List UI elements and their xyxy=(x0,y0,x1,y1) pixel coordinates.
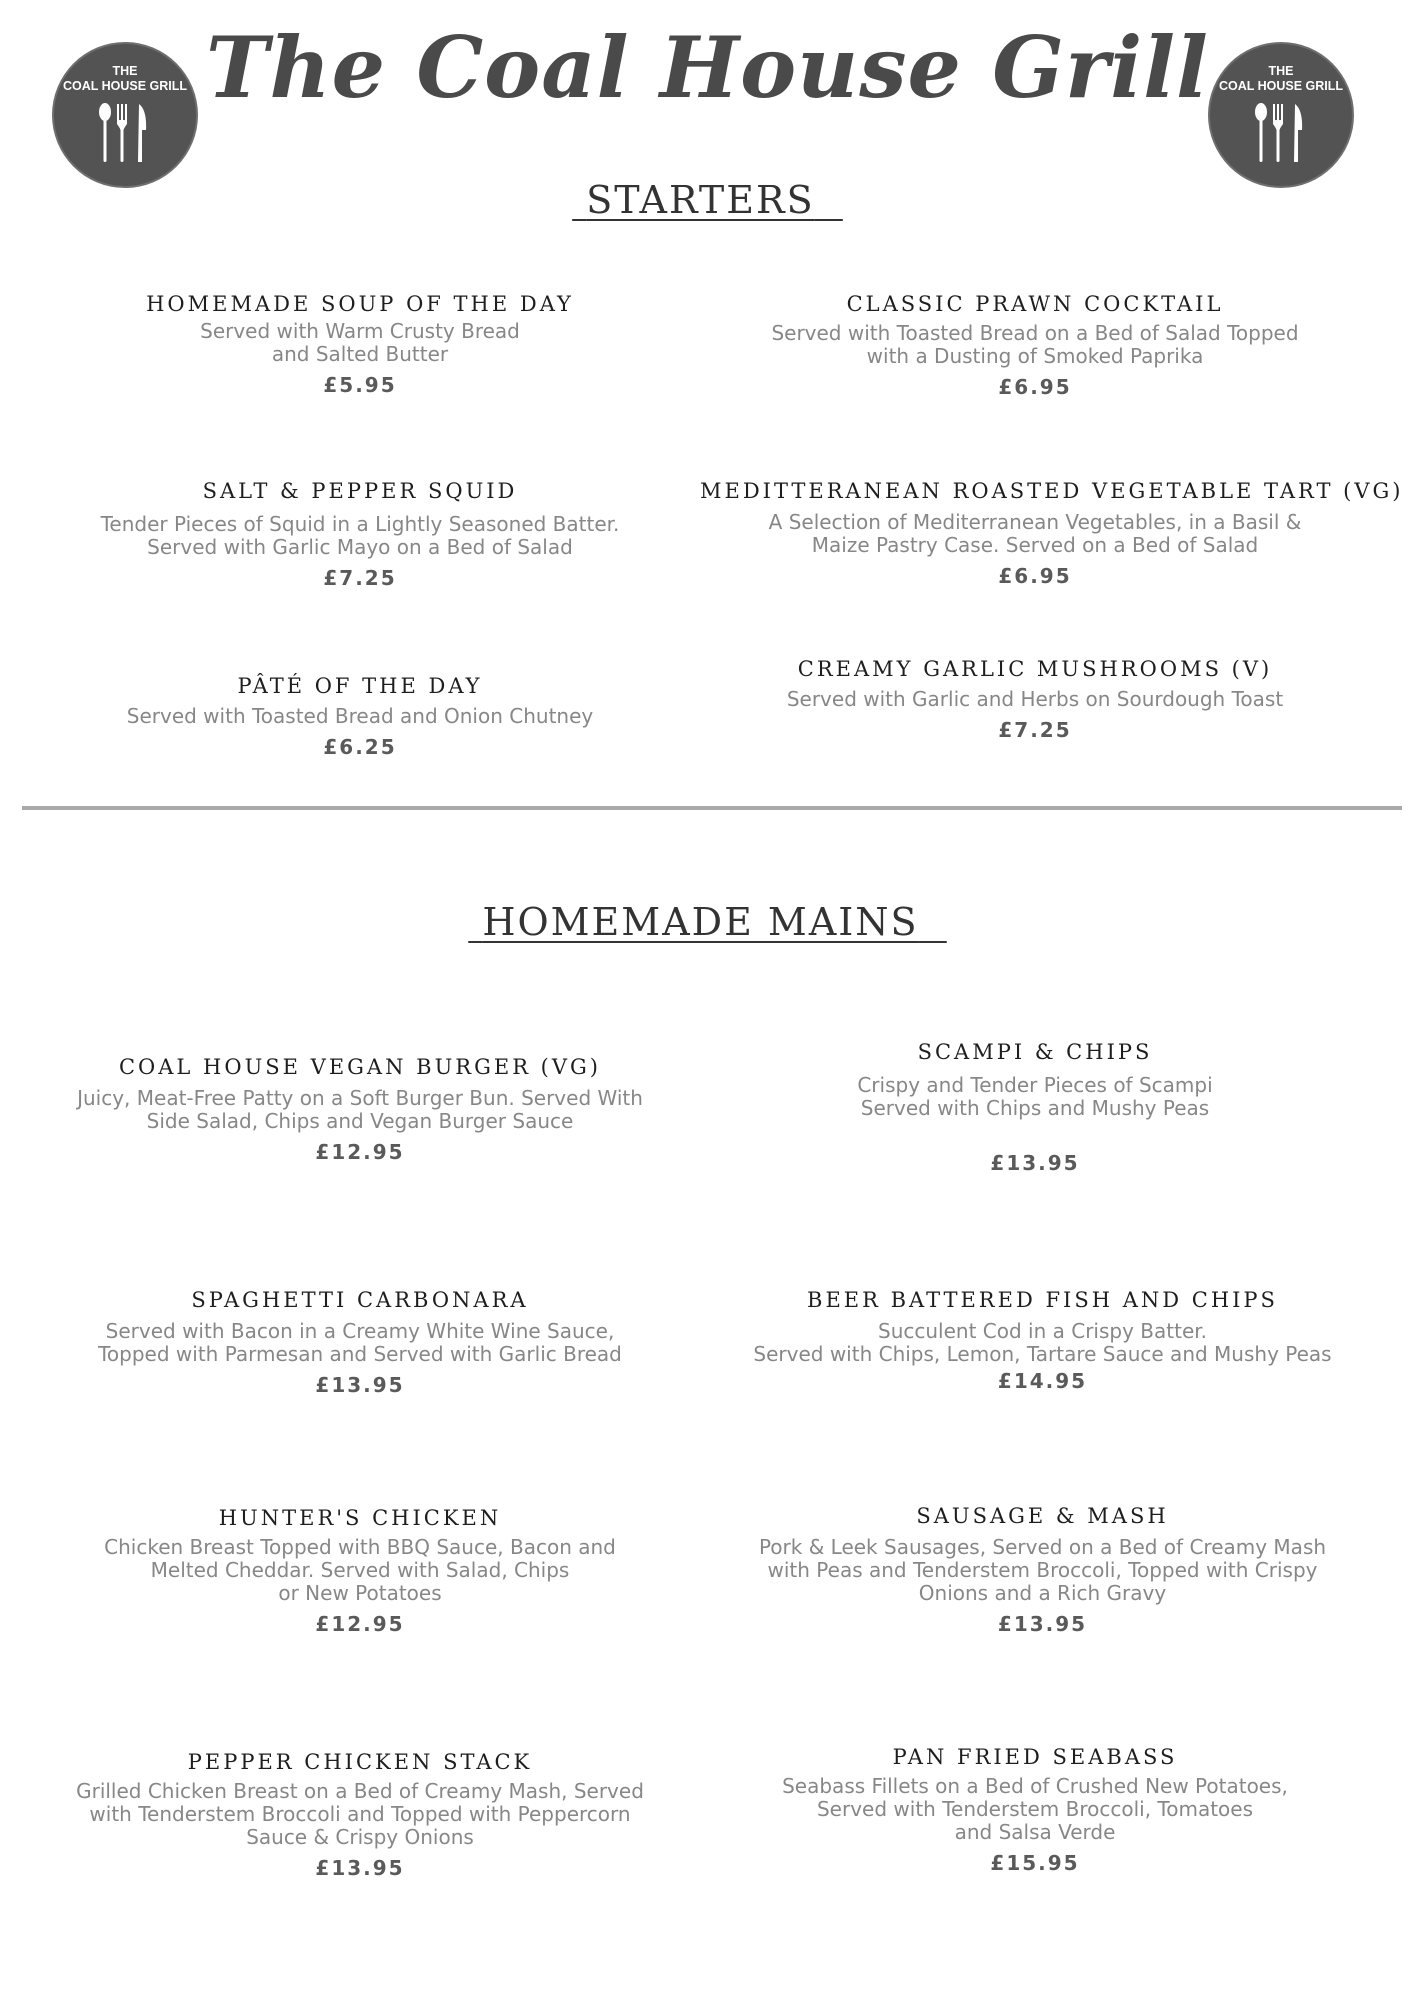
section-divider xyxy=(22,806,1402,810)
main-item xyxy=(40,1286,680,1398)
item-description: Juicy, Meat-Free Patty on a Soft Burger Bun. Served With Side Salad, Chips and Vegan Burger Sauce xyxy=(77,1086,643,1133)
item-price: £7.25 xyxy=(998,718,1072,742)
item-description: Tender Pieces of Squid in a Lightly Seasoned Batter. Served with Garlic Mayo on a Bed of Salad xyxy=(100,512,620,559)
starter-item xyxy=(700,477,1404,589)
main-item xyxy=(40,1053,680,1165)
main-item xyxy=(715,1286,1370,1394)
item-name: BEER BATTERED FISH AND CHIPS xyxy=(807,1288,1278,1312)
item-description: Served with Garlic and Herbs on Sourdough Toast xyxy=(786,687,1284,711)
main-item xyxy=(715,1038,1355,1176)
starter-item xyxy=(40,672,680,760)
item-description: Served with Warm Crusty Bread and Salted Butter xyxy=(200,319,520,366)
starter-item xyxy=(715,655,1355,743)
item-price: £14.95 xyxy=(997,1369,1088,1393)
mains-heading xyxy=(0,900,1415,944)
item-description: Served with Toasted Bread on a Bed of Salad Topped with a Dusting of Smoked Paprika xyxy=(771,321,1299,368)
item-description: Succulent Cod in a Crispy Batter. Served with Chips, Lemon, Tartare Sauce and Mushy Peas xyxy=(753,1319,1332,1366)
logo-text: THE COAL HOUSE GRILL xyxy=(1218,64,1344,93)
starter-item xyxy=(40,290,680,398)
item-name: SCAMPI & CHIPS xyxy=(917,1040,1153,1064)
item-price: £15.95 xyxy=(990,1851,1080,1875)
item-name: PAN FRIED SEABASS xyxy=(892,1745,1178,1769)
item-name: PEPPER CHICKEN STACK xyxy=(187,1750,533,1774)
starter-item xyxy=(715,290,1355,400)
item-name: HUNTER'S CHICKEN xyxy=(218,1506,502,1530)
item-price: £6.95 xyxy=(998,375,1072,399)
item-description: A Selection of Mediterranean Vegetables, in a Basil & Maize Pastry Case. Served on a Bed of Salad xyxy=(768,510,1302,557)
main-item xyxy=(715,1502,1370,1637)
item-price: £5.95 xyxy=(323,373,397,397)
item-name: MEDITTERANEAN ROASTED VEGETABLE TART (VG) xyxy=(700,479,1404,503)
item-description: Served with Bacon in a Creamy White Wine Sauce, Topped with Parmesan and Served with Garlic Bread xyxy=(98,1319,622,1366)
item-description: Seabass Fillets on a Bed of Crushed New Potatoes, Served with Tenderstem Broccoli, Tomatoes and Salsa Verde xyxy=(782,1774,1288,1844)
item-description: Pork & Leek Sausages, Served on a Bed of Creamy Mash with Peas and Tenderstem Broccoli, Topped with Crispy Onions and a Rich Gravy xyxy=(758,1535,1327,1605)
item-description: Grilled Chicken Breast on a Bed of Creamy Mash, Served with Tenderstem Broccoli and Topped with Peppercorn Sauce & Crispy Onions xyxy=(76,1779,644,1849)
item-name: COAL HOUSE VEGAN BURGER (VG) xyxy=(118,1055,602,1079)
item-name: SAUSAGE & MASH xyxy=(916,1504,1169,1528)
starters-heading xyxy=(0,178,1415,222)
main-item xyxy=(715,1743,1355,1876)
item-price: £12.95 xyxy=(315,1612,405,1636)
item-price: £13.95 xyxy=(997,1612,1088,1636)
item-price: £6.25 xyxy=(323,735,397,759)
item-description: Chicken Breast Topped with BBQ Sauce, Bacon and Melted Cheddar. Served with Salad, Chips or New Potatoes xyxy=(104,1535,616,1605)
item-name: PÂTÉ OF THE DAY xyxy=(237,674,483,698)
starters-heading-text: STARTERS xyxy=(586,178,815,222)
item-price: £12.95 xyxy=(315,1140,405,1164)
starter-item xyxy=(40,477,680,591)
logo-text: THE COAL HOUSE GRILL xyxy=(62,64,188,93)
item-price: £6.95 xyxy=(998,564,1072,588)
main-item xyxy=(40,1504,680,1637)
item-price: £13.95 xyxy=(315,1856,405,1880)
item-name: SPAGHETTI CARBONARA xyxy=(191,1288,529,1312)
item-name: CREAMY GARLIC MUSHROOMS (V) xyxy=(797,657,1273,681)
item-price: £13.95 xyxy=(990,1151,1080,1175)
item-price: £7.25 xyxy=(323,566,397,590)
restaurant-title: The Coal House Grill xyxy=(206,18,1209,117)
item-description: Served with Toasted Bread and Onion Chutney xyxy=(126,704,594,728)
item-name: HOMEMADE SOUP OF THE DAY xyxy=(146,292,574,316)
item-description: Crispy and Tender Pieces of Scampi Served with Chips and Mushy Peas xyxy=(857,1073,1213,1120)
item-name: CLASSIC PRAWN COCKTAIL xyxy=(846,292,1224,316)
item-name: SALT & PEPPER SQUID xyxy=(202,479,518,503)
item-price: £13.95 xyxy=(315,1373,405,1397)
main-item xyxy=(40,1748,680,1881)
mains-heading-text: HOMEMADE MAINS xyxy=(482,900,919,944)
